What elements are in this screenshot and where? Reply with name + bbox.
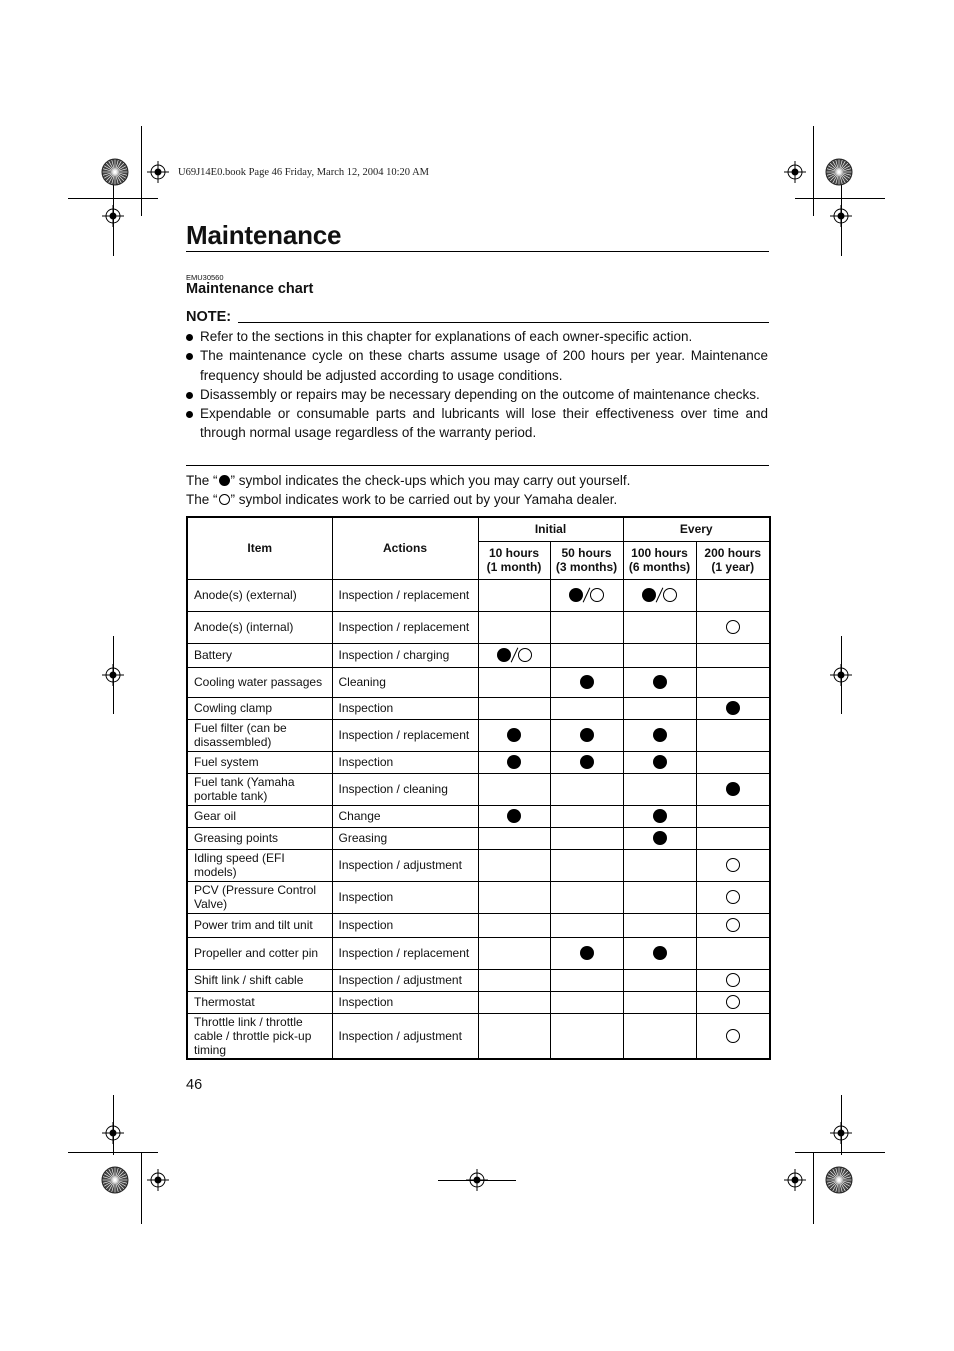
cell-mark: [696, 827, 770, 849]
crop-mark: [795, 1152, 885, 1153]
color-target-icon: [825, 158, 853, 186]
filled-circle-icon: [569, 588, 583, 602]
note-label: NOTE:: [186, 309, 232, 325]
cell-mark: [696, 881, 770, 913]
cell-action: Inspection: [332, 913, 478, 937]
cell-action: Change: [332, 805, 478, 827]
cell-item: Throttle link / throttle cable / throttle pick-up timing: [187, 1013, 332, 1059]
cell-mark: [696, 667, 770, 697]
cell-mark: [478, 643, 550, 667]
cell-item: Cooling water passages: [187, 667, 332, 697]
cell-action: Inspection / replacement: [332, 579, 478, 611]
cell-mark: [696, 969, 770, 991]
cell-mark: [478, 611, 550, 643]
bullet-icon: [186, 334, 193, 341]
color-target-icon: [825, 1166, 853, 1194]
open-circle-icon: [663, 588, 677, 602]
slash-icon: [510, 648, 518, 663]
table-row: [187, 579, 770, 611]
note-rule-bottom: [186, 465, 769, 466]
registration-mark-icon: [102, 205, 124, 227]
cell-mark: [550, 827, 623, 849]
cell-mark: [696, 579, 770, 611]
filled-circle-icon: [580, 755, 594, 769]
cell-mark: [550, 611, 623, 643]
table-row: [187, 991, 770, 1013]
filled-circle-icon: [653, 946, 667, 960]
filled-circle-icon: [580, 675, 594, 689]
cell-mark: [623, 667, 696, 697]
cell-item: Greasing points: [187, 827, 332, 849]
cell-mark: [623, 579, 696, 611]
registration-mark-icon: [830, 205, 852, 227]
cell-mark: [478, 773, 550, 805]
color-target-icon: [101, 1166, 129, 1194]
cell-item: Shift link / shift cable: [187, 969, 332, 991]
cell-mark: [478, 881, 550, 913]
cell-action: Inspection / replacement: [332, 611, 478, 643]
cell-mark: [550, 849, 623, 881]
filled-circle-icon: [653, 675, 667, 689]
filled-circle-icon: [653, 728, 667, 742]
cell-mark: [550, 881, 623, 913]
cell-action: Inspection / cleaning: [332, 773, 478, 805]
cell-action: Inspection / adjustment: [332, 849, 478, 881]
registration-mark-icon: [147, 161, 169, 183]
open-circle-icon: [726, 890, 740, 904]
note-item: Refer to the sections in this chapter for explanations of each owner-specific action.: [186, 327, 768, 346]
note-item: Disassembly or repairs may be necessary depending on the outcome of maintenance checks.: [186, 385, 768, 404]
open-circle-icon: [590, 588, 604, 602]
note-list: [186, 327, 768, 443]
cell-item: Anode(s) (external): [187, 579, 332, 611]
open-circle-icon: [726, 1029, 740, 1043]
cell-action: Inspection / replacement: [332, 937, 478, 969]
cell-mark: [478, 1013, 550, 1059]
table-row: [187, 697, 770, 719]
open-circle-icon: [726, 973, 740, 987]
filled-circle-icon: [653, 755, 667, 769]
section-code: EMU30560: [186, 273, 224, 282]
maintenance-chart-table: [186, 516, 771, 1060]
crop-mark: [795, 198, 885, 199]
header-actions: Actions: [332, 517, 478, 579]
cell-mark: [696, 611, 770, 643]
cell-action: Inspection: [332, 991, 478, 1013]
bullet-icon: [186, 411, 193, 418]
note-item: The maintenance cycle on these charts assume usage of 200 hours per year. Maintenance frequency should be adjusted according to usage conditions.: [186, 346, 768, 385]
cell-item: Thermostat: [187, 991, 332, 1013]
cell-mark: [478, 913, 550, 937]
cell-mark: [550, 643, 623, 667]
header-interval: 10 hours (1 month): [478, 541, 550, 579]
open-circle-icon: [726, 858, 740, 872]
crop-mark: [813, 126, 814, 216]
note-rule-top: [238, 322, 769, 323]
cell-mark: [696, 773, 770, 805]
cell-mark: [696, 719, 770, 751]
table-row: [187, 719, 770, 751]
page-number: 46: [186, 1077, 203, 1093]
cell-mark: [478, 969, 550, 991]
registration-mark-icon: [830, 1122, 852, 1144]
crop-mark: [141, 1152, 142, 1224]
table-row: [187, 881, 770, 913]
table-row: [187, 667, 770, 697]
cell-item: Idling speed (EFI models): [187, 849, 332, 881]
color-target-icon: [101, 158, 129, 186]
cell-mark: [623, 937, 696, 969]
cell-item: Fuel filter (can be disassembled): [187, 719, 332, 751]
cell-item: Battery: [187, 643, 332, 667]
cell-action: Cleaning: [332, 667, 478, 697]
crop-mark: [813, 1152, 814, 1224]
registration-mark-icon: [784, 161, 806, 183]
cell-mark: [696, 805, 770, 827]
cell-action: Greasing: [332, 827, 478, 849]
filled-circle-icon: [507, 755, 521, 769]
open-circle-icon: [219, 494, 230, 505]
header-interval: 200 hours (1 year): [696, 541, 770, 579]
cell-mark: [623, 913, 696, 937]
note-item: Expendable or consumable parts and lubricants will lose their effectiveness over time and through normal usage regardless of the warranty period.: [186, 404, 768, 443]
cell-action: Inspection: [332, 697, 478, 719]
cell-mark: [550, 719, 623, 751]
header-interval: 100 hours (6 months): [623, 541, 696, 579]
registration-mark-icon: [102, 1122, 124, 1144]
header-interval: 50 hours (3 months): [550, 541, 623, 579]
filled-circle-icon: [580, 728, 594, 742]
cell-item: Propeller and cotter pin: [187, 937, 332, 969]
cell-item: Fuel tank (Yamaha portable tank): [187, 773, 332, 805]
table-row: [187, 937, 770, 969]
cell-mark: [550, 805, 623, 827]
filled-circle-icon: [726, 782, 740, 796]
page-title: Maintenance: [186, 220, 342, 250]
crop-mark: [68, 1152, 158, 1153]
cell-mark: [696, 991, 770, 1013]
filled-circle-icon: [497, 648, 511, 662]
cell-item: Anode(s) (internal): [187, 611, 332, 643]
bullet-icon: [186, 353, 193, 360]
cell-mark: [696, 1013, 770, 1059]
filled-circle-icon: [726, 701, 740, 715]
cell-mark: [550, 667, 623, 697]
cell-mark: [696, 643, 770, 667]
table-row: [187, 643, 770, 667]
cell-mark: [478, 579, 550, 611]
filled-circle-icon: [642, 588, 656, 602]
cell-mark: [478, 827, 550, 849]
registration-mark-icon: [466, 1169, 488, 1191]
cell-mark: [550, 913, 623, 937]
cell-mark: [550, 1013, 623, 1059]
cell-mark: [550, 969, 623, 991]
open-circle-icon: [726, 620, 740, 634]
table-row: [187, 913, 770, 937]
header-initial: Initial: [478, 517, 623, 541]
bullet-icon: [186, 392, 193, 399]
cell-mark: [550, 751, 623, 773]
section-title: Maintenance chart: [186, 281, 314, 297]
table-row: [187, 849, 770, 881]
cell-action: Inspection / adjustment: [332, 1013, 478, 1059]
legend-open: The “ ” symbol indicates work to be carried out by your Yamaha dealer.: [186, 492, 618, 507]
cell-item: Cowling clamp: [187, 697, 332, 719]
open-circle-icon: [726, 995, 740, 1009]
cell-mark: [623, 611, 696, 643]
cell-mark: [478, 805, 550, 827]
header-every: Every: [623, 517, 770, 541]
cell-mark: [696, 697, 770, 719]
cell-action: Inspection / adjustment: [332, 969, 478, 991]
registration-mark-icon: [830, 664, 852, 686]
cell-item: Power trim and tilt unit: [187, 913, 332, 937]
cell-mark: [623, 719, 696, 751]
cell-mark: [478, 937, 550, 969]
table-row: [187, 827, 770, 849]
cell-mark: [478, 667, 550, 697]
cell-mark: [478, 751, 550, 773]
cell-mark: [478, 849, 550, 881]
cell-action: Inspection: [332, 881, 478, 913]
cell-mark: [478, 991, 550, 1013]
registration-mark-icon: [147, 1169, 169, 1191]
table-row: [187, 751, 770, 773]
cell-mark: [550, 697, 623, 719]
title-rule: [186, 251, 769, 252]
cell-item: Fuel system: [187, 751, 332, 773]
cell-mark: [623, 881, 696, 913]
filled-circle-icon: [507, 809, 521, 823]
table-body: [187, 579, 770, 1059]
legend-filled: The “ ” symbol indicates the check-ups which you may carry out yourself.: [186, 473, 631, 488]
cell-mark: [623, 643, 696, 667]
cell-mark: [478, 697, 550, 719]
book-header: U69J14E0.book Page 46 Friday, March 12, 2004 10:20 AM: [178, 167, 430, 178]
cell-mark: [550, 937, 623, 969]
crop-mark: [141, 126, 142, 216]
cell-item: PCV (Pressure Control Valve): [187, 881, 332, 913]
filled-circle-icon: [507, 728, 521, 742]
cell-action: Inspection: [332, 751, 478, 773]
cell-mark: [623, 1013, 696, 1059]
cell-mark: [623, 751, 696, 773]
filled-circle-icon: [653, 809, 667, 823]
cell-mark: [623, 969, 696, 991]
cell-mark: [696, 913, 770, 937]
cell-mark: [623, 849, 696, 881]
cell-action: Inspection / charging: [332, 643, 478, 667]
cell-item: Gear oil: [187, 805, 332, 827]
filled-circle-icon: [653, 831, 667, 845]
cell-mark: [623, 697, 696, 719]
filled-circle-icon: [580, 946, 594, 960]
table-row: [187, 1013, 770, 1059]
open-circle-icon: [726, 918, 740, 932]
cell-mark: [550, 773, 623, 805]
table-row: [187, 805, 770, 827]
cell-mark: [696, 751, 770, 773]
table-row: [187, 611, 770, 643]
cell-mark: [696, 937, 770, 969]
registration-mark-icon: [102, 664, 124, 686]
cell-mark: [550, 991, 623, 1013]
table-row: [187, 969, 770, 991]
cell-mark: [478, 719, 550, 751]
cell-mark: [623, 991, 696, 1013]
cell-mark: [623, 773, 696, 805]
header-item: Item: [187, 517, 332, 579]
cell-mark: [696, 849, 770, 881]
table-row: [187, 773, 770, 805]
cell-action: Inspection / replacement: [332, 719, 478, 751]
cell-mark: [623, 827, 696, 849]
open-circle-icon: [518, 648, 532, 662]
cell-mark: [623, 805, 696, 827]
registration-mark-icon: [784, 1169, 806, 1191]
filled-circle-icon: [219, 475, 230, 486]
cell-mark: [550, 579, 623, 611]
